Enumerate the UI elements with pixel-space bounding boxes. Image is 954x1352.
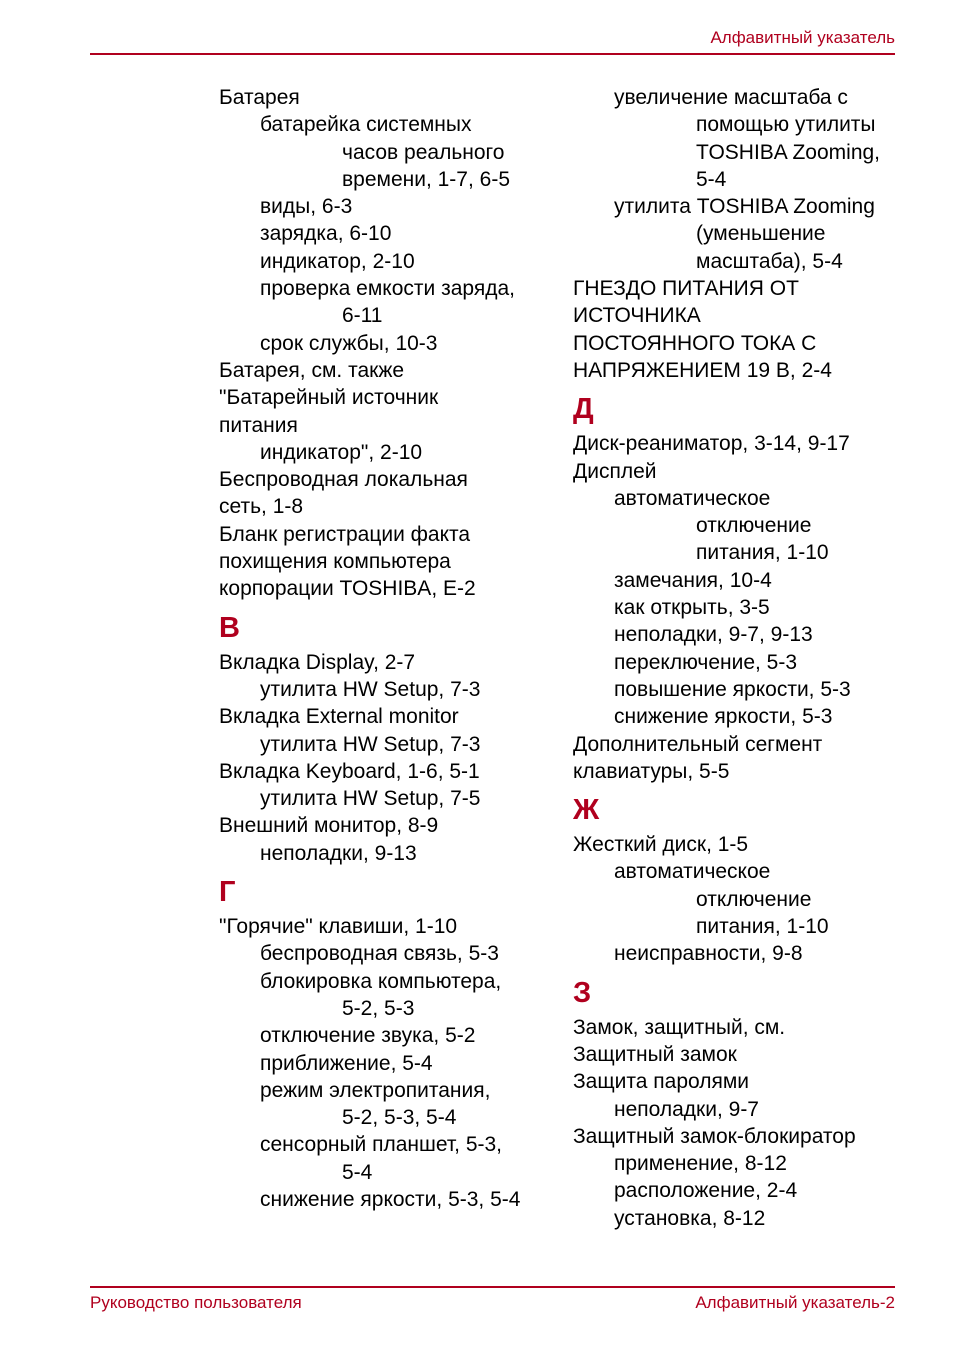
index-subentry: виды, 6-3 [260,195,353,219]
index-subentry: индикатор", 2-10 [260,440,423,464]
index-entry: клавиатуры, 5-5 [573,759,730,783]
index-subentry: неполадки, 9-7 [614,1097,759,1121]
index-column-left [219,84,559,1213]
index-subentry: срок службы, 10-3 [260,331,438,355]
index-entry: Вкладка Display, 2-7 [219,650,416,674]
index-entry: корпорации TOSHIBA, E-2 [219,577,476,601]
index-subentry: как открыть, 3-5 [614,596,770,620]
index-subentry: часов реального [342,140,505,164]
index-entry: Вкладка Keyboard, 1-6, 5-1 [219,759,480,783]
index-entry: Беспроводная локальная [219,468,468,492]
index-entry: Защита паролями [573,1070,750,1094]
index-subentry: 6-11 [342,304,383,328]
section-letter: З [573,976,592,1009]
index-entry: Защитный замок-блокиратор [573,1124,856,1148]
index-subentry: индикатор, 2-10 [260,249,415,273]
index-entry: Батарея [219,86,300,109]
index-entry: Замок, защитный, см. [573,1015,786,1039]
index-subentry: блокировка компьютера, [260,969,502,993]
index-entry: Батарея, см. также [219,358,405,382]
index-subentry: 5-2, 5-3, 5-4 [342,1106,457,1130]
index-subentry: (уменьшение [696,222,826,246]
index-entry: Вкладка External monitor [219,705,459,729]
index-subentry: отключение звука, 5-2 [260,1024,476,1048]
index-entry: "Батарейный источник [219,386,439,410]
index-subentry: TOSHIBA Zooming, [696,140,881,164]
index-subentry: повышение яркости, 5-3 [614,677,851,701]
index-subentry: утилита TOSHIBA Zooming [614,195,875,219]
index-subentry: отключение [696,514,812,538]
running-header: Алфавитный указатель [710,28,895,47]
index-subentry: 5-4 [696,167,727,191]
index-subentry: переключение, 5-3 [614,650,798,674]
index-subentry: применение, 8-12 [614,1152,787,1176]
index-subentry: проверка емкости заряда, [260,277,515,301]
index-subentry: утилита HW Setup, 7-3 [260,677,481,701]
index-subentry: питания, 1-10 [696,915,829,939]
index-subentry: сенсорный планшет, 5-3, [260,1133,503,1157]
index-entry: похищения компьютера [219,550,451,574]
index-entry: Диск-реаниматор, 3-14, 9-17 [573,432,850,456]
index-subentry: приближение, 5-4 [260,1051,433,1075]
section-letter: Г [219,876,236,909]
index-entry: НАПРЯЖЕНИЕМ 19 В, 2-4 [573,358,832,382]
index-subentry: неисправности, 9-8 [614,942,803,966]
index-entry: Защитный замок [573,1042,737,1066]
index-column-right [573,84,903,1232]
index-subentry: установка, 8-12 [614,1206,766,1230]
footer-page-number: Алфавитный указатель-2 [695,1293,895,1312]
index-entry: Дополнительный сегмент [573,732,823,756]
footer-rule [90,1286,895,1288]
index-entry: ИСТОЧНИКА [573,304,701,328]
index-subentry: неполадки, 9-7, 9-13 [614,623,813,647]
index-subentry: увеличение масштаба с [614,86,848,109]
index-entry: Бланк регистрации факта [219,522,471,546]
index-subentry: отключение [696,887,812,911]
index-subentry: расположение, 2-4 [614,1179,798,1203]
index-subentry: утилита HW Setup, 7-5 [260,787,481,811]
index-subentry: автоматическое [614,486,771,510]
index-entry: Жесткий диск, 1-5 [573,833,749,857]
index-entry: Дисплей [573,459,657,483]
index-subentry: питания, 1-10 [696,541,829,565]
section-letter: Ж [573,794,600,827]
index-subentry: снижение яркости, 5-3 [614,705,833,729]
index-subentry: замечания, 10-4 [614,568,772,592]
index-entry: "Горячие" клавиши, 1-10 [219,915,458,939]
index-subentry: утилита HW Setup, 7-3 [260,732,481,756]
header-rule [90,53,895,55]
index-subentry: режим электропитания, [260,1078,491,1102]
index-subentry: автоматическое [614,860,771,884]
section-letter: Д [573,393,594,426]
index-subentry: батарейка системных [260,113,472,137]
index-entry: питания [219,413,298,437]
index-subentry: зарядка, 6-10 [260,222,392,246]
index-entry: ПОСТОЯННОГО ТОКА С [573,331,817,355]
index-subentry: беспроводная связь, 5-3 [260,942,499,966]
index-subentry: масштаба), 5-4 [696,249,843,273]
index-subentry: снижение яркости, 5-3, 5-4 [260,1187,521,1211]
index-subentry: 5-2, 5-3 [342,996,415,1020]
index-subentry: помощью утилиты [696,113,876,137]
section-letter: В [219,611,240,644]
index-entry: ГНЕЗДО ПИТАНИЯ ОТ [573,277,799,301]
index-subentry: неполадки, 9-13 [260,841,417,865]
index-entry: сеть, 1-8 [219,495,304,519]
index-subentry: 5-4 [342,1160,373,1184]
index-entry: Внешний монитор, 8-9 [219,814,439,838]
index-subentry: времени, 1-7, 6-5 [342,167,510,191]
footer-manual-title: Руководство пользователя [90,1293,302,1312]
